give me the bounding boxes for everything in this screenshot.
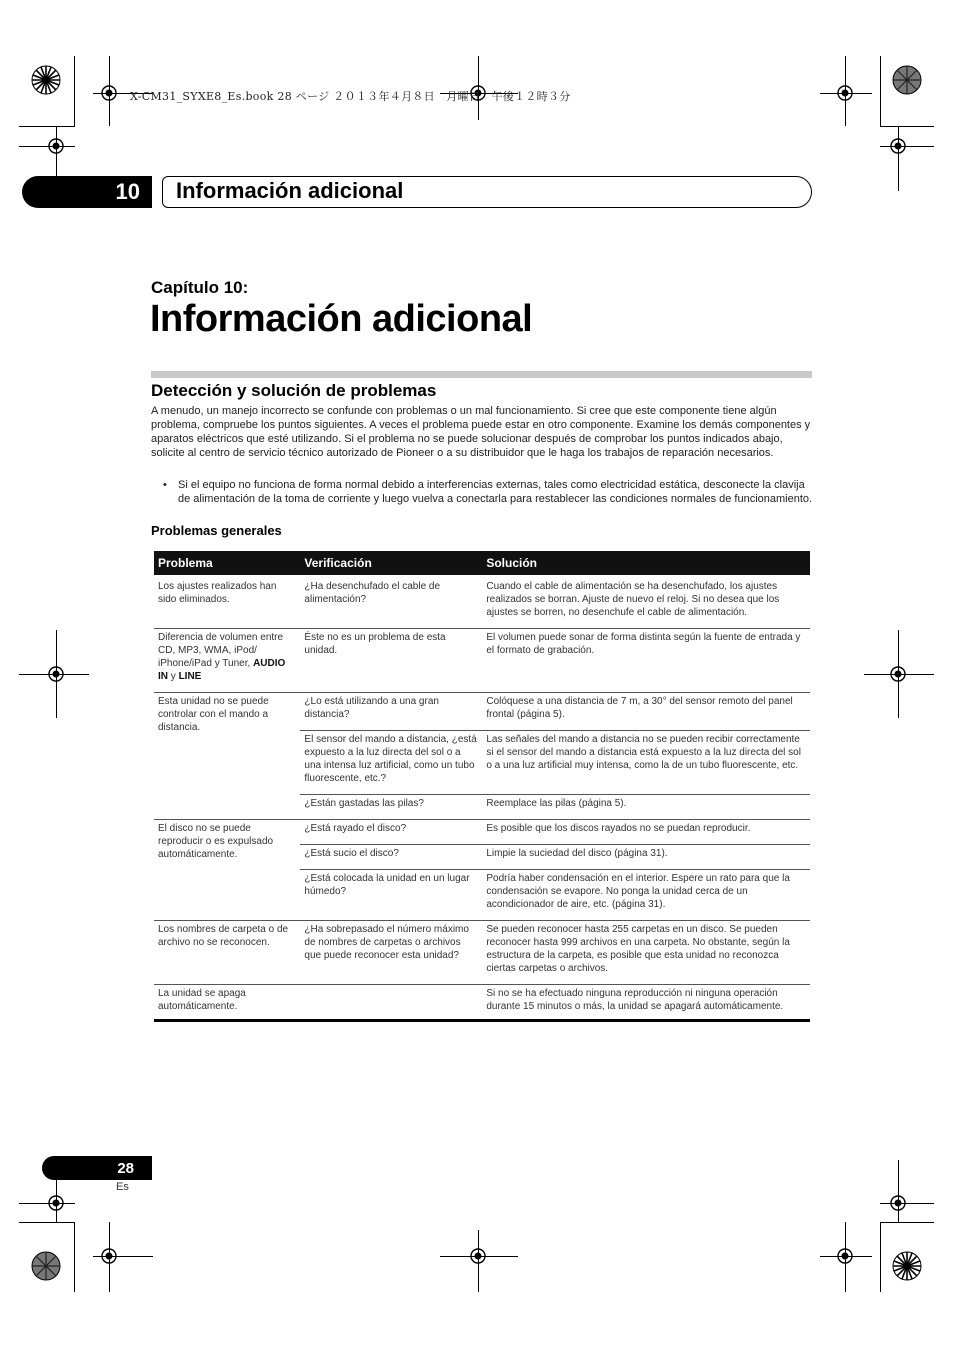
troubleshooting-table: [154, 551, 810, 1022]
solution-cell: Las señales del mando a distancia no se pueden recibir correctamente si el sensor del mando a distancia está expuesto a la luz directa del sol o a una luz artificial muy intensa, como la de un tubo fluorescente, etc.: [482, 731, 810, 795]
registration-target-icon: [833, 81, 857, 105]
chapter-label: Capítulo 10:: [151, 278, 249, 297]
page-language: Es: [116, 1181, 129, 1193]
registration-target-icon: [466, 1244, 490, 1268]
check-cell: [300, 985, 482, 1021]
check-cell: ¿Está rayado el disco?: [300, 820, 482, 845]
problem-text: Diferencia de volumen entre CD, MP3, WMA, iPod/ iPhone/iPad y Tuner,: [158, 632, 284, 669]
registration-target-icon: [833, 1244, 857, 1268]
table-row: [154, 820, 810, 845]
check-cell: ¿Está colocada la unidad en un lugar húmedo?: [300, 870, 482, 921]
problem-cell: Esta unidad no se puede controlar con el mando a distancia.: [154, 693, 300, 820]
solution-cell: Limpie la suciedad del disco (página 31).: [482, 845, 810, 870]
column-header-solution: Solución: [482, 551, 810, 575]
solution-cell: Es posible que los discos rayados no se puedan reproducir.: [482, 820, 810, 845]
file-header: X-CM31_SYXE8_Es.book 28 ページ ２０１３年４月８日 月曜日 午後１２時３分: [130, 90, 571, 103]
audio-in-keyword: AUDIO IN: [158, 658, 286, 682]
bullet-item: [163, 478, 813, 506]
problem-cell: Los ajustes realizados han sido eliminados.: [158, 581, 277, 605]
solution-cell: El volumen puede sonar de forma distinta según la fuente de entrada y el formato de grabación.: [482, 629, 810, 693]
table-header-row: [154, 551, 810, 575]
line-keyword: LINE: [178, 671, 202, 682]
registration-target-icon: [44, 134, 68, 158]
check-cell: ¿Lo está utilizando a una gran distancia?: [300, 693, 482, 731]
table-row: [154, 629, 810, 693]
check-cell: El sensor del mando a distancia, ¿está expuesto a la luz directa del sol o a una intensa luz artificial, como un tubo fluorescente, etc.?: [300, 731, 482, 795]
subsection-title: Problemas generales: [151, 523, 282, 538]
solution-cell: Podría haber condensación en el interior. Espere un rato para que la condensación se evapore. No ponga la unidad cerca de un acondicionador de aire, etc. (página 31).: [482, 870, 810, 921]
table-row: [154, 693, 810, 731]
registration-target-icon: [886, 1191, 910, 1215]
section-divider: [151, 371, 812, 378]
column-header-problem: Problema: [154, 551, 300, 575]
starburst-rosette-icon: [892, 65, 922, 95]
table-row: [154, 575, 810, 629]
solution-cell: Si no se ha efectuado ninguna reproducción ni ninguna operación durante 15 minutos o más, la unidad se apagará automáticamente.: [482, 985, 810, 1021]
check-cell: ¿Ha sobrepasado el número máximo de nombres de carpetas o archivos que puede reconocer esta unidad?: [300, 921, 482, 985]
problem-cell: La unidad se apaga automáticamente.: [154, 985, 300, 1021]
registration-target-icon: [886, 662, 910, 686]
bullet-dot: •: [163, 479, 167, 491]
starburst-rosette-icon: [31, 1251, 61, 1281]
registration-target-icon: [44, 1191, 68, 1215]
table-row: [154, 921, 810, 985]
problem-cell: [154, 629, 300, 693]
problem-cell: Los nombres de carpeta o de archivo no se reconocen.: [154, 921, 300, 985]
bullet-text: Si el equipo no funciona de forma normal debido a interferencias externas, tales como electricidad estática, desconecte la clavija de alimentación de la toma de corriente y luego vuelva a conectarla para restablecer las condiciones normales de funcionamiento.: [178, 479, 813, 505]
solution-cell: Se pueden reconocer hasta 255 carpetas en un disco. Se pueden reconocer hasta 999 archivos en una carpeta. No obstante, según la estructura de la carpeta, es posible que esta unidad no reconozca ciertas carpetas o archivos.: [482, 921, 810, 985]
problem-cell: El disco no se puede reproducir o es expulsado automáticamente.: [154, 820, 300, 921]
check-cell: Éste no es un problema de esta unidad.: [300, 629, 482, 693]
solution-cell: Colóquese a una distancia de 7 m, a 30° del sensor remoto del panel frontal (página 5).: [482, 693, 810, 731]
chapter-title: Información adicional: [150, 298, 533, 340]
registration-target-icon: [44, 662, 68, 686]
starburst-rosette-icon: [31, 65, 61, 95]
page-number: 28: [42, 1156, 152, 1180]
column-header-check: Verificación: [300, 551, 482, 575]
problem-text: y: [168, 671, 179, 682]
registration-target-icon: [886, 134, 910, 158]
check-cell: ¿Está sucio el disco?: [300, 845, 482, 870]
section-title: Detección y solución de problemas: [151, 381, 437, 400]
check-cell: ¿Están gastadas las pilas?: [300, 795, 482, 820]
intro-paragraph: A menudo, un manejo incorrecto se confunde con problemas o un mal funcionamiento. Si cree que este componente tiene algún problema, compruebe los puntos siguientes. A veces el problema puede estar en otro componente. Examine los demás componentes y aparatos eléctricos que esté utilizando. Si el problema no se puede solucionar después de comprobar los puntos indicados abajo, solicite al centro de servicio técnico autorizado de Pioneer o a su distribuidor que le haga los trabajos de reparación necesarios.: [151, 405, 811, 459]
solution-cell: Reemplace las pilas (página 5).: [482, 795, 810, 820]
starburst-rosette-icon: [892, 1251, 922, 1281]
solution-cell: Cuando el cable de alimentación se ha desenchufado, los ajustes realizados se borran. Ajuste de nuevo el reloj. Si no desea que los ajustes se borren, no desenchufe el cable de alimentación.: [486, 581, 780, 618]
registration-target-icon: [97, 81, 121, 105]
table-row: [154, 985, 810, 1021]
chapter-number-tab: 10: [22, 176, 152, 208]
registration-target-icon: [97, 1244, 121, 1268]
chapter-band-title: Información adicional: [176, 178, 404, 203]
check-cell: ¿Ha desenchufado el cable de alimentación?: [304, 581, 441, 605]
